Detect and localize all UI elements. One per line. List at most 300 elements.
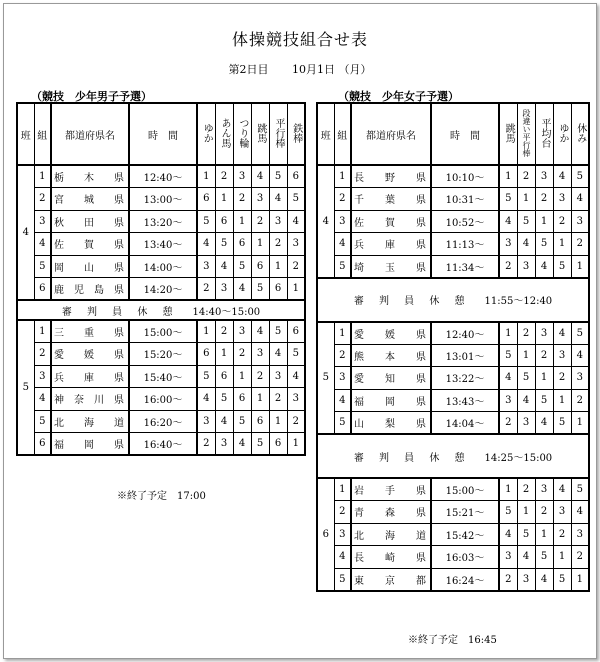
prefecture-char: 賀 (84, 240, 94, 252)
prefecture-name (52, 281, 128, 296)
rotation-cell: 3 (553, 501, 571, 524)
prefecture-cell (51, 210, 129, 233)
rotation-cell: 1 (553, 389, 571, 412)
rotation-cell: 4 (251, 165, 269, 188)
table-row (317, 568, 589, 591)
rotation-cell: 1 (215, 188, 233, 211)
prefecture-char: 庫 (84, 372, 94, 384)
table-row (317, 546, 589, 569)
prefecture-cell (351, 322, 431, 345)
prefecture-char: 森 (385, 508, 395, 520)
prefecture-cell (351, 210, 431, 233)
break-cell (317, 434, 589, 478)
time-cell: 10:31～ (431, 188, 499, 211)
header-event-label: あん馬 (219, 117, 230, 148)
rotation-cell: 2 (251, 365, 269, 388)
prefecture-char: 京 (385, 575, 395, 587)
rotation-cell: 5 (233, 255, 251, 278)
rotation-cell: 1 (517, 188, 535, 211)
document-page (3, 3, 597, 659)
rotation-cell: 6 (233, 233, 251, 256)
rotation-cell: 3 (233, 320, 251, 343)
prefecture-name (52, 391, 128, 406)
prefecture-name (352, 214, 430, 229)
header-row (17, 103, 305, 165)
table-row (317, 233, 589, 256)
rotation-cell: 4 (197, 388, 215, 411)
rotation-cell: 6 (269, 433, 287, 456)
rotation-cell: 5 (233, 410, 251, 433)
rotation-cell: 3 (197, 255, 215, 278)
time-cell: 13:43～ (431, 389, 499, 412)
prefecture-cell (51, 188, 129, 211)
rotation-cell: 4 (535, 568, 553, 591)
rotation-cell: 6 (215, 210, 233, 233)
prefecture-char: 県 (416, 396, 426, 408)
table-row (317, 165, 589, 188)
prefecture-name (352, 572, 430, 587)
table-row (17, 278, 305, 301)
break-row (17, 300, 305, 320)
time-cell: 12:40～ (129, 165, 197, 188)
prefecture-char: 三 (54, 328, 64, 339)
kumi-cell: 4 (34, 233, 51, 256)
rotation-cell: 6 (197, 343, 215, 366)
day-label: 第2日目 (228, 63, 269, 76)
time-cell: 13:00～ (129, 188, 197, 211)
time-cell: 13:01～ (431, 344, 499, 367)
rotation-cell: 4 (215, 410, 233, 433)
kumi-cell: 5 (334, 255, 351, 278)
table-row (17, 365, 305, 388)
prefecture-cell (51, 343, 129, 366)
prefecture-name (52, 346, 128, 361)
boys-schedule-table (16, 102, 306, 456)
break-label: 審 判 員 休 憩 (353, 452, 471, 464)
time-cell: 14:20～ (129, 278, 197, 301)
prefecture-name (352, 482, 430, 497)
rotation-cell: 5 (197, 210, 215, 233)
prefecture-char: 海 (385, 530, 395, 542)
prefecture-char: 鹿 (54, 285, 64, 296)
rotation-cell: 5 (517, 367, 535, 390)
prefecture-char: 道 (416, 530, 426, 542)
prefecture-char: 愛 (354, 329, 364, 341)
rotation-cell: 3 (553, 344, 571, 367)
header-event (233, 103, 251, 165)
prefecture-char: 北 (354, 530, 364, 542)
rotation-cell: 2 (553, 523, 571, 546)
prefecture-char: 梨 (385, 419, 395, 430)
rotation-cell: 3 (197, 410, 215, 433)
prefecture-name (352, 169, 430, 184)
header-event (517, 103, 535, 165)
rotation-cell: 2 (233, 343, 251, 366)
kumi-cell: 5 (334, 568, 351, 591)
prefecture-cell (351, 367, 431, 390)
kumi-cell: 3 (34, 210, 51, 233)
header-event (553, 103, 571, 165)
break-row (317, 434, 589, 478)
rotation-cell: 3 (287, 388, 305, 411)
prefecture-char: 賀 (385, 217, 395, 229)
rotation-cell: 5 (517, 210, 535, 233)
prefecture-char: 県 (114, 173, 124, 184)
rotation-cell: 5 (535, 546, 553, 569)
prefecture-char: 児 (74, 285, 84, 296)
prefecture-cell (351, 568, 431, 591)
girls-footnote: ※終了予定 16:45 (408, 635, 497, 646)
rotation-cell: 3 (251, 343, 269, 366)
header-kumi: 組 (334, 103, 351, 165)
rotation-cell: 2 (571, 389, 589, 412)
prefecture-name (52, 259, 128, 274)
rotation-cell: 4 (517, 233, 535, 256)
time-cell: 14:00～ (129, 255, 197, 278)
rotation-cell: 1 (499, 478, 517, 501)
prefecture-cell (51, 165, 129, 188)
rotation-cell: 5 (215, 388, 233, 411)
table-row (17, 388, 305, 411)
prefecture-name (352, 348, 430, 363)
prefecture-char: 福 (354, 396, 364, 408)
prefecture-char: 城 (84, 195, 94, 207)
rotation-cell: 1 (535, 367, 553, 390)
prefecture-char: 山 (354, 419, 364, 430)
prefecture-cell (351, 412, 431, 435)
rotation-cell: 5 (553, 255, 571, 278)
break-row (317, 278, 589, 322)
rotation-cell: 4 (499, 367, 517, 390)
header-event-label: 鉄棒 (290, 122, 302, 143)
rotation-cell: 3 (269, 210, 287, 233)
rotation-cell: 4 (287, 365, 305, 388)
prefecture-char: 県 (114, 285, 124, 296)
rotation-cell: 3 (215, 433, 233, 456)
rotation-cell: 2 (287, 255, 305, 278)
table-row (317, 501, 589, 524)
rotation-cell: 2 (553, 210, 571, 233)
prefecture-char: 佐 (354, 217, 364, 229)
rotation-cell: 6 (251, 255, 269, 278)
kumi-cell: 2 (334, 188, 351, 211)
prefecture-char: 県 (114, 195, 124, 207)
rotation-cell: 2 (535, 501, 553, 524)
rotation-cell: 2 (197, 433, 215, 456)
prefecture-name (52, 436, 128, 451)
rotation-cell: 4 (499, 210, 517, 233)
rotation-cell: 4 (233, 278, 251, 301)
rotation-cell: 4 (571, 188, 589, 211)
break-cell (17, 300, 305, 320)
kumi-cell: 1 (334, 478, 351, 501)
prefecture-char: 福 (54, 440, 64, 451)
rotation-cell: 6 (215, 365, 233, 388)
prefecture-cell (51, 255, 129, 278)
prefecture-char: 愛 (54, 350, 64, 362)
prefecture-char: 神 (54, 395, 64, 407)
time-cell: 11:13～ (431, 233, 499, 256)
han-cell: 4 (317, 165, 334, 278)
prefecture-char: 岩 (354, 486, 364, 497)
rotation-cell: 2 (499, 568, 517, 591)
rotation-cell: 1 (251, 233, 269, 256)
prefecture-char: 長 (354, 173, 364, 184)
prefecture-char: 兵 (54, 372, 64, 384)
prefecture-char: 県 (114, 350, 124, 362)
prefecture-char: 玉 (385, 262, 395, 274)
prefecture-name (352, 236, 430, 251)
kumi-cell: 5 (34, 255, 51, 278)
prefecture-char: 県 (416, 419, 426, 430)
prefecture-char: 県 (114, 240, 124, 252)
time-cell: 16:24～ (431, 568, 499, 591)
rotation-cell: 5 (535, 233, 553, 256)
kumi-cell: 4 (34, 388, 51, 411)
rotation-cell: 4 (517, 546, 535, 569)
prefecture-char: 県 (416, 374, 426, 386)
rotation-cell: 4 (553, 165, 571, 188)
rotation-cell: 1 (571, 412, 589, 435)
prefecture-char: 県 (416, 173, 426, 184)
prefecture-cell (51, 278, 129, 301)
prefecture-char: 県 (416, 262, 426, 274)
kumi-cell: 2 (334, 501, 351, 524)
header-han: 班 (317, 103, 334, 165)
boys-footnote: ※終了予定 17:00 (117, 491, 206, 502)
prefecture-char: 奈 (74, 395, 84, 407)
rotation-cell: 5 (499, 188, 517, 211)
prefecture-name (352, 326, 430, 341)
header-time: 時 間 (431, 103, 499, 165)
prefecture-char: 手 (385, 486, 395, 497)
rotation-cell: 2 (251, 210, 269, 233)
table-row (317, 367, 589, 390)
rotation-cell: 5 (499, 344, 517, 367)
header-pref: 都道府県名 (51, 103, 129, 165)
time-cell: 16:20～ (129, 410, 197, 433)
kumi-cell: 6 (34, 278, 51, 301)
rotation-cell: 1 (287, 278, 305, 301)
kumi-cell: 1 (34, 320, 51, 343)
rotation-cell: 4 (553, 478, 571, 501)
header-event-label: 休み (574, 122, 586, 143)
rotation-cell: 5 (251, 278, 269, 301)
prefecture-char: 都 (416, 575, 426, 587)
rotation-cell: 5 (553, 412, 571, 435)
prefecture-char: 県 (114, 328, 124, 339)
rotation-cell: 5 (287, 188, 305, 211)
table-row (17, 188, 305, 211)
prefecture-char: 兵 (354, 240, 364, 252)
rotation-cell: 4 (215, 255, 233, 278)
header-event (215, 103, 233, 165)
time-cell: 13:22～ (431, 367, 499, 390)
kumi-cell: 2 (34, 343, 51, 366)
prefecture-char: 海 (84, 417, 94, 429)
time-cell: 13:40～ (129, 233, 197, 256)
header-event (571, 103, 589, 165)
table-row (317, 210, 589, 233)
header-event-label: ゆか (201, 122, 213, 143)
prefecture-char: 栃 (54, 173, 64, 184)
time-cell: 15:00～ (431, 478, 499, 501)
prefecture-char: 岡 (84, 440, 94, 451)
header-pref: 都道府県名 (351, 103, 431, 165)
kumi-cell: 3 (334, 210, 351, 233)
prefecture-char: 知 (385, 374, 395, 386)
time-cell: 15:20～ (129, 343, 197, 366)
prefecture-cell (51, 365, 129, 388)
prefecture-char: 佐 (54, 240, 64, 252)
rotation-cell: 3 (499, 233, 517, 256)
rotation-cell: 3 (517, 568, 535, 591)
rotation-cell: 4 (499, 523, 517, 546)
rotation-cell: 1 (517, 344, 535, 367)
time-cell: 14:04～ (431, 412, 499, 435)
rotation-cell: 5 (287, 343, 305, 366)
break-label: 審 判 員 休 憩 (61, 306, 179, 318)
header-event-label: 平均台 (539, 117, 550, 148)
prefecture-char: 野 (385, 173, 395, 184)
table-row (317, 188, 589, 211)
rotation-cell: 1 (233, 365, 251, 388)
rotation-cell: 2 (499, 412, 517, 435)
prefecture-char: 熊 (354, 351, 364, 363)
header-event-label: 跳馬 (503, 122, 515, 143)
rotation-cell: 5 (535, 389, 553, 412)
rotation-cell: 4 (251, 320, 269, 343)
rotation-cell: 1 (571, 255, 589, 278)
prefecture-char: 崎 (385, 553, 395, 565)
rotation-cell: 5 (517, 523, 535, 546)
rotation-cell: 1 (553, 233, 571, 256)
prefecture-cell (51, 233, 129, 256)
rotation-cell: 1 (287, 433, 305, 456)
kumi-cell: 4 (334, 389, 351, 412)
table-row (17, 255, 305, 278)
boys-section-title: （競技 少年男子予選） (31, 90, 152, 103)
table-row (17, 320, 305, 343)
header-event-label: ゆか (557, 122, 568, 143)
header-event (499, 103, 517, 165)
break-time: 14:40～15:00 (192, 306, 261, 318)
prefecture-char: 県 (114, 440, 124, 451)
rotation-cell: 5 (197, 365, 215, 388)
prefecture-name (352, 191, 430, 206)
prefecture-char: 県 (416, 217, 426, 229)
table-row (17, 343, 305, 366)
prefecture-cell (351, 233, 431, 256)
kumi-cell: 3 (34, 365, 51, 388)
prefecture-name (52, 169, 128, 184)
rotation-cell: 2 (499, 255, 517, 278)
rotation-cell: 5 (571, 478, 589, 501)
prefecture-char: 青 (354, 508, 364, 520)
rotation-cell: 3 (517, 412, 535, 435)
prefecture-char: 愛 (354, 374, 364, 386)
prefecture-cell (351, 546, 431, 569)
prefecture-char: 重 (84, 328, 94, 339)
rotation-cell: 1 (215, 343, 233, 366)
prefecture-char: 埼 (354, 262, 364, 274)
prefecture-cell (51, 433, 129, 456)
han-cell: 5 (317, 322, 334, 435)
rotation-cell: 2 (517, 322, 535, 345)
rotation-cell: 4 (535, 412, 553, 435)
prefecture-char: 北 (54, 417, 64, 429)
prefecture-char: 岡 (54, 262, 64, 274)
han-cell: 4 (17, 165, 34, 300)
kumi-cell: 4 (334, 546, 351, 569)
kumi-cell: 1 (34, 165, 51, 188)
header-row (317, 103, 589, 165)
header-event (251, 103, 269, 165)
prefecture-char: 県 (114, 372, 124, 384)
rotation-cell: 5 (251, 433, 269, 456)
rotation-cell: 4 (269, 188, 287, 211)
rotation-cell: 2 (233, 188, 251, 211)
break-time: 14:25～15:00 (484, 452, 553, 464)
prefecture-name (52, 214, 128, 229)
rotation-cell: 5 (499, 501, 517, 524)
time-cell: 16:40～ (129, 433, 197, 456)
rotation-cell: 2 (517, 478, 535, 501)
table-row (317, 478, 589, 501)
rotation-cell: 4 (287, 210, 305, 233)
prefecture-cell (351, 501, 431, 524)
prefecture-name (352, 415, 430, 430)
prefecture-name (52, 369, 128, 384)
rotation-cell: 4 (535, 255, 553, 278)
header-event-label: 段違い平行棒 (522, 108, 531, 157)
kumi-cell: 5 (34, 410, 51, 433)
prefecture-char: 島 (94, 285, 104, 296)
time-cell: 15:42～ (431, 523, 499, 546)
time-cell: 15:00～ (129, 320, 197, 343)
rotation-cell: 1 (233, 210, 251, 233)
prefecture-char: 県 (416, 486, 426, 497)
rotation-cell: 1 (535, 523, 553, 546)
prefecture-char: 宮 (54, 195, 64, 207)
prefecture-cell (351, 389, 431, 412)
prefecture-cell (51, 320, 129, 343)
kumi-cell: 5 (334, 412, 351, 435)
rotation-cell: 3 (499, 546, 517, 569)
rotation-cell: 4 (571, 344, 589, 367)
prefecture-char: 川 (94, 395, 104, 407)
prefecture-char: 岡 (385, 396, 395, 408)
rotation-cell: 6 (251, 410, 269, 433)
rotation-cell: 3 (251, 188, 269, 211)
rotation-cell: 3 (553, 188, 571, 211)
rotation-cell: 2 (269, 233, 287, 256)
prefecture-cell (351, 188, 431, 211)
rotation-cell: 1 (535, 210, 553, 233)
table-row (317, 255, 589, 278)
rotation-cell: 3 (499, 389, 517, 412)
prefecture-char: 道 (114, 417, 124, 429)
rotation-cell: 5 (269, 165, 287, 188)
break-cell (317, 278, 589, 322)
prefecture-char: 東 (354, 575, 364, 587)
rotation-cell: 2 (571, 546, 589, 569)
rotation-cell: 6 (287, 165, 305, 188)
kumi-cell: 1 (334, 165, 351, 188)
rotation-cell: 2 (215, 165, 233, 188)
header-kumi: 組 (34, 103, 51, 165)
kumi-cell: 4 (334, 233, 351, 256)
